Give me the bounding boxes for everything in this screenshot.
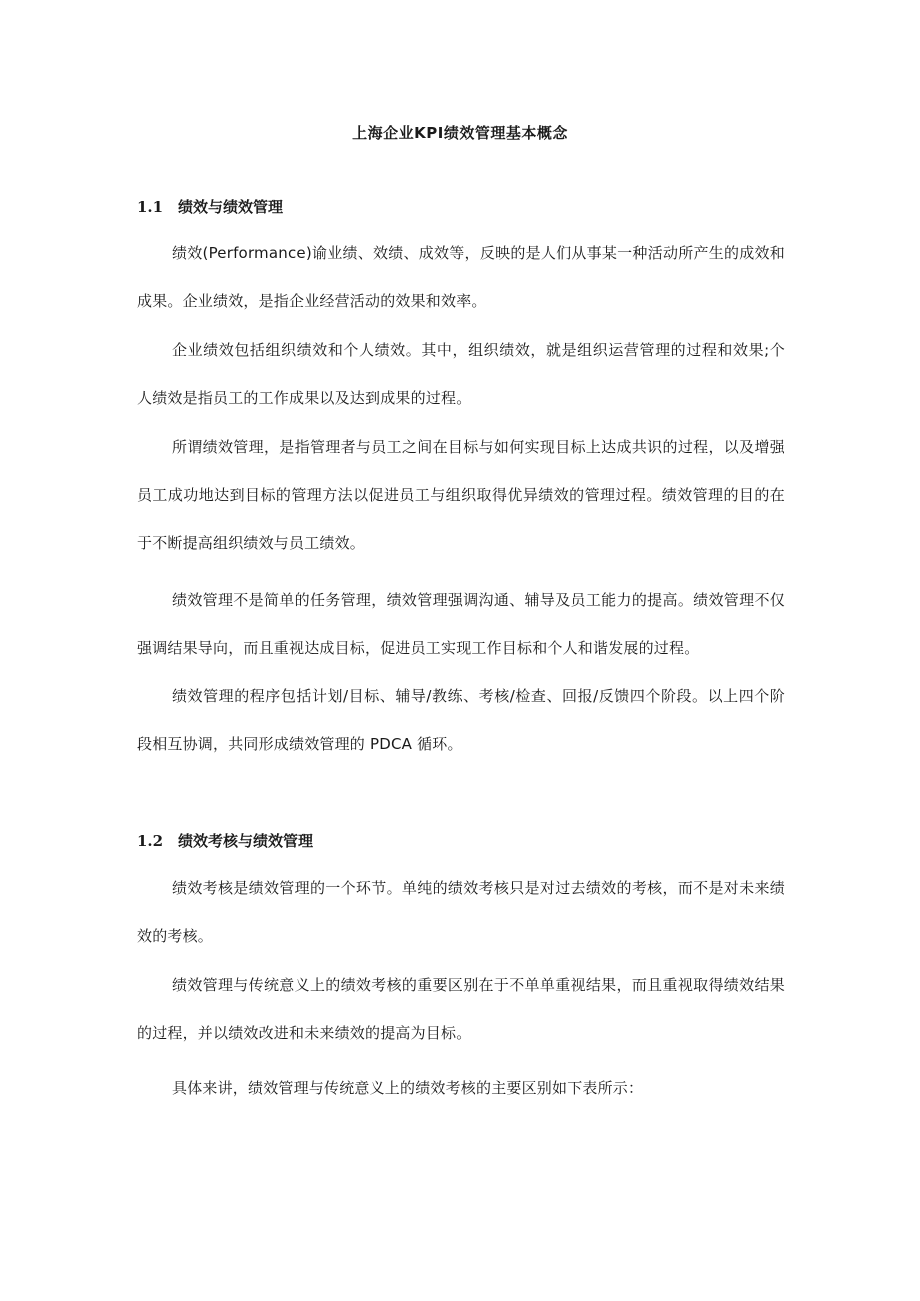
section-heading-1-2 [137,830,313,851]
document-title: 上海企业KPI绩效管理基本概念 [352,124,568,142]
paragraph: 绩效管理不是简单的任务管理，绩效管理强调沟通、辅导及员工能力的提高。绩效管理不仅强调结果导向，而且重视达成目标，促进员工实现工作目标和个人和谐发展的过程。 [137,591,785,657]
paragraph: 绩效管理与传统意义上的绩效考核的重要区别在于不单单重视结果，而且重视取得绩效结果的过程，并以绩效改进和未来绩效的提高为目标。 [137,976,785,1042]
paragraph: 绩效考核是绩效管理的一个环节。单纯的绩效考核只是对过去绩效的考核，而不是对未来绩效的考核。 [137,879,785,945]
section-number: 1.2 [137,832,164,850]
section-title: 绩效与绩效管理 [178,198,284,216]
paragraph: 绩效管理的程序包括计划/目标、辅导/教练、考核/检查、回报/反馈四个阶段。以上四个阶段相互协调，共同形成绩效管理的 PDCA 循环。 [137,687,785,753]
section-number: 1.1 [137,198,164,216]
paragraph: 企业绩效包括组织绩效和个人绩效。其中，组织绩效，就是组织运营管理的过程和效果;个人绩效是指员工的工作成果以及达到成果的过程。 [137,341,785,407]
section-heading-1-1 [137,196,283,217]
paragraph: 绩效(Performance)谕业绩、效绩、成效等，反映的是人们从事某一种活动所产生的成效和成果。企业绩效，是指企业经营活动的效果和效率。 [137,244,785,310]
paragraph: 具体来讲，绩效管理与传统意义上的绩效考核的主要区别如下表所示： [172,1079,644,1097]
section-title: 绩效考核与绩效管理 [178,832,314,850]
paragraph: 所谓绩效管理，是指管理者与员工之间在目标与如何实现目标上达成共识的过程，以及增强员工成功地达到目标的管理方法以促进员工与组织取得优异绩效的管理过程。绩效管理的目的在于不断提高组织绩效与员工绩效。 [137,438,785,552]
